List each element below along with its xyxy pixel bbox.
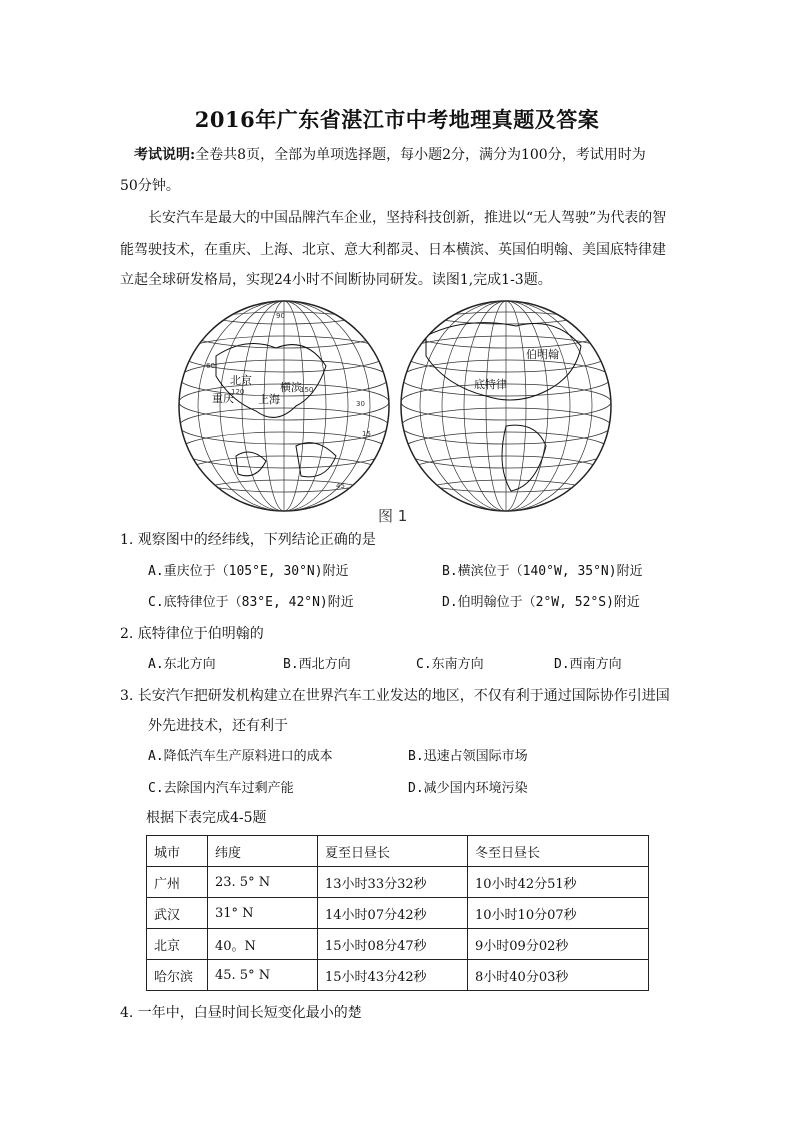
exam-note-text-cont: 50分钟。 — [120, 178, 180, 194]
q4-stem: 4. 一年中，白昼时间长短变化最小的楚 — [120, 1005, 362, 1021]
tick-45: 45 — [336, 482, 345, 490]
th-winter-day: 冬至日昼长 — [468, 836, 649, 867]
label-birmingham: 伯明翰 — [526, 348, 559, 361]
label-yokohama: 横滨 — [280, 381, 302, 394]
tick-120: 120 — [231, 388, 245, 396]
q3-option-d: D.减少国内环境污染 — [408, 781, 528, 796]
table-row — [147, 867, 649, 898]
table-header-row — [147, 836, 649, 867]
cell-summer: 14小时07分42秒 — [318, 898, 468, 929]
th-city: 城市 — [147, 836, 208, 867]
th-latitude: 纬度 — [208, 836, 318, 867]
label-chongqing: 重庆 — [212, 392, 234, 405]
th-summer-day: 夏至日昼长 — [318, 836, 468, 867]
table-intro: 根据下表完成4-5题 — [146, 810, 267, 826]
table-row — [147, 929, 649, 960]
tick-15: 15 — [362, 430, 371, 438]
q3-stem: 3. 长安汽乍把研发机构建立在世界汽车工业发达的地区，不仅有利于通过国际协作引进国 — [120, 688, 670, 704]
cell-summer: 13小时33分32秒 — [318, 867, 468, 898]
tick-30: 30 — [356, 400, 365, 408]
q2-option-a: A.东北方向 — [148, 657, 216, 672]
daylength-table — [146, 835, 649, 991]
left-globe — [179, 296, 389, 516]
cell-summer: 15小时43分42秒 — [318, 960, 468, 991]
tick-60: 60 — [206, 362, 215, 370]
page-title: 2016年广东省湛江市中考地理真题及答案 — [194, 107, 600, 132]
q3-option-c: C.去除国内汽车过剩产能 — [148, 781, 294, 796]
tick-150: 150 — [300, 386, 314, 394]
intro-line-2: 能驾驶技术，在重庆、上海、北京、意大利都灵、日本横滨、英国伯明翰、美国底特律建 — [120, 242, 666, 258]
label-beijing: 北京 — [230, 374, 252, 387]
cell-city: 广州 — [147, 867, 208, 898]
q1-option-d: D.伯明翰位于（2°W, 52°S)附近 — [442, 595, 640, 610]
q1-stem: 1. 观察图中的经纬线，下列结论正确的是 — [120, 532, 376, 548]
q1-option-b: B.横滨位于（140°W, 35°N)附近 — [442, 564, 643, 579]
cell-winter: 10小时42分51秒 — [468, 867, 649, 898]
q2-stem: 2. 底特律位于伯明翰的 — [120, 626, 264, 642]
cell-summer: 15小时08分47秒 — [318, 929, 468, 960]
q2-option-c: C.东南方向 — [416, 657, 484, 672]
cell-latitude: 45. 5° N — [208, 960, 318, 991]
q1-option-c: C.底特律位于（83°E, 42°N)附近 — [148, 595, 354, 610]
exam-note-text: 全卷共8页，全部为单项选择题，每小题2分，满分为100分，考试用时为 — [195, 147, 646, 163]
tick-90: 90 — [276, 312, 285, 320]
q1-option-a: A.重庆位于（105°E, 30°N)附近 — [148, 564, 349, 579]
q2-option-d: D.西南方向 — [554, 657, 622, 672]
label-detroit: 底特律 — [474, 378, 507, 391]
figure-caption: 图 1 — [378, 507, 408, 525]
cell-latitude: 23. 5° N — [208, 867, 318, 898]
cell-latitude: 31° N — [208, 898, 318, 929]
cell-city: 北京 — [147, 929, 208, 960]
q3-option-b: B.迅速占领国际市场 — [408, 749, 528, 764]
exam-note-label: 考试说明: — [134, 147, 196, 163]
table-row — [147, 898, 649, 929]
cell-winter: 9小时09分02秒 — [468, 929, 649, 960]
q3-option-a: A.降低汽车生产原料进口的成本 — [148, 749, 333, 764]
globe-figure — [176, 296, 616, 526]
table-row — [147, 960, 649, 991]
cell-winter: 10小时10分07秒 — [468, 898, 649, 929]
cell-city: 哈尔滨 — [147, 960, 208, 991]
cell-winter: 8小时40分03秒 — [468, 960, 649, 991]
q2-option-b: B.西北方向 — [283, 657, 351, 672]
q3-stem-cont: 外先进技术，还有利于 — [148, 718, 288, 734]
intro-line-3: 立起全球研发格局，实现24小时不间断协同研发。读图1,完成1-3题。 — [120, 272, 552, 288]
right-globe — [401, 296, 611, 516]
cell-city: 武汉 — [147, 898, 208, 929]
cell-latitude: 40。N — [208, 929, 318, 960]
label-shanghai: 上海 — [258, 393, 280, 406]
exam-note-line — [134, 145, 646, 165]
intro-line-1: 长安汽车是最大的中国品牌汽车企业，坚持科技创新，推进以“无人驾驶”为代表的智 — [148, 210, 667, 226]
